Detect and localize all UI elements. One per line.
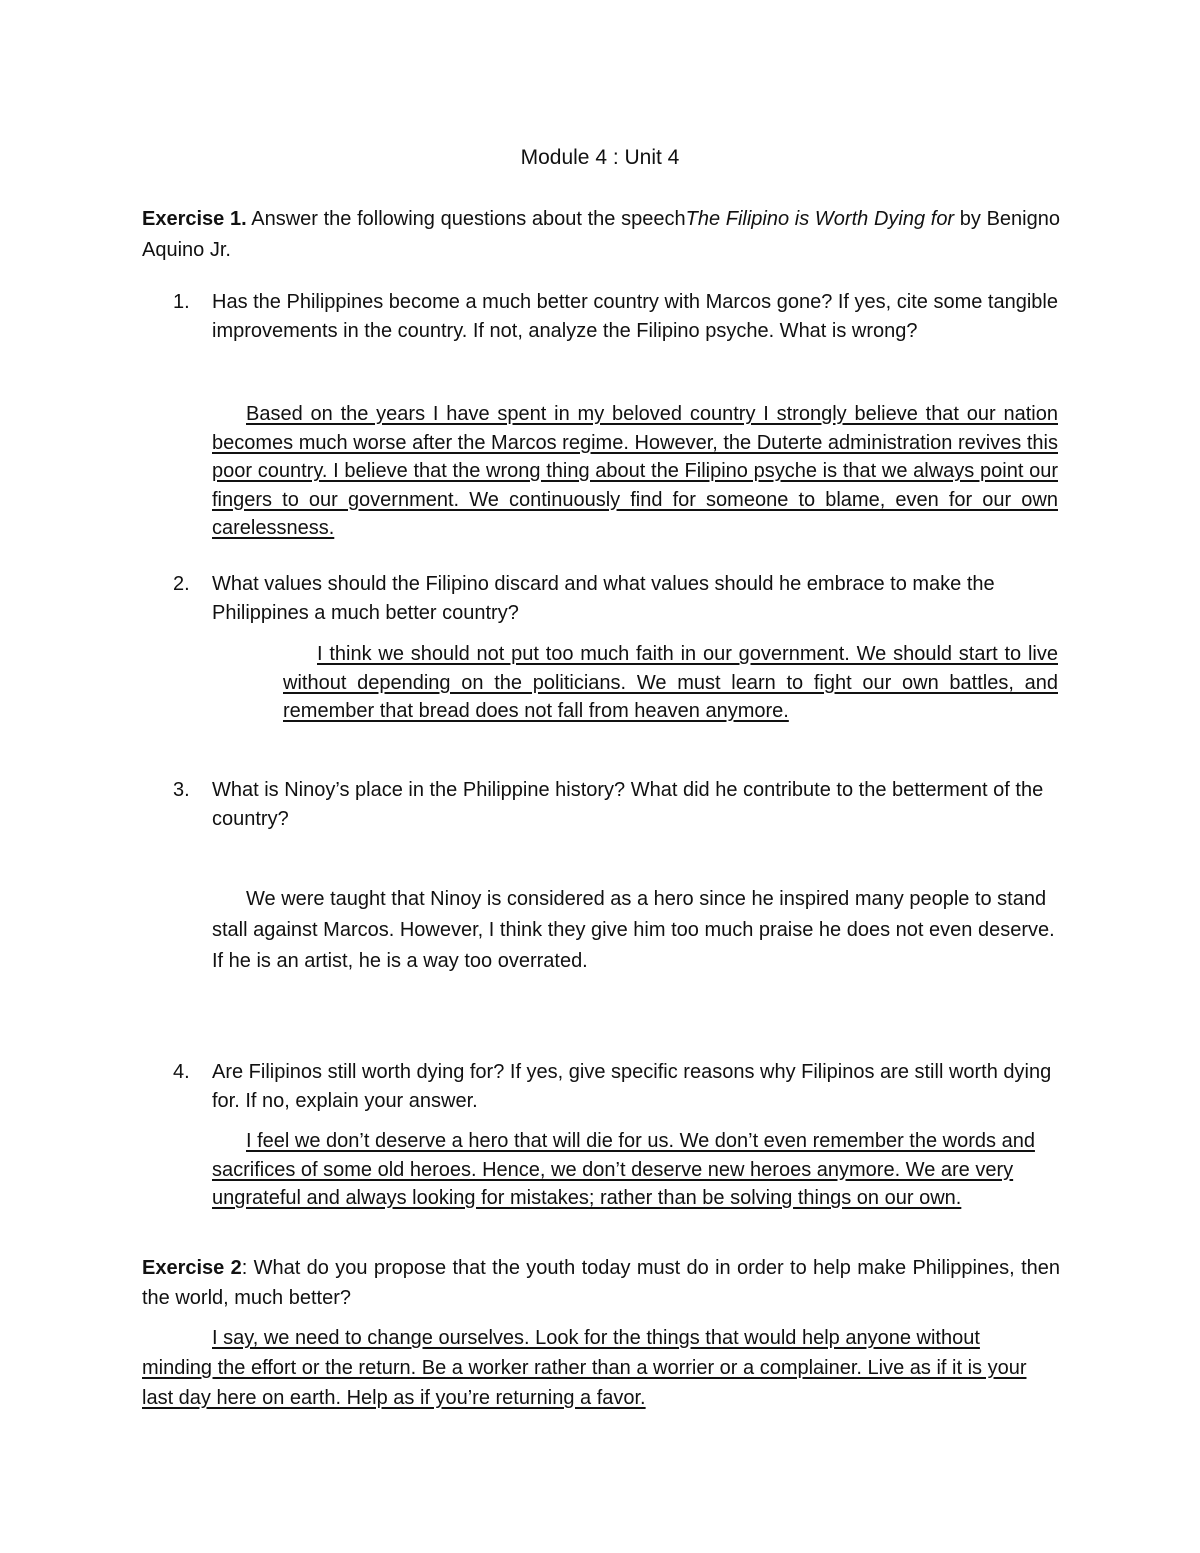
question-3-answer: We were taught that Ninoy is considered as a hero since he inspired many people to stand stall against Marcos. However, I think they give him too much praise he does not even deserve. If he is an artist, he is a way too overrated. xyxy=(212,888,1055,972)
question-3-number: 3. xyxy=(173,779,190,801)
exercise-2-instruction-text: : What do you propose that the youth today must do in order to help make Philippines, then the world, much better? xyxy=(142,1257,1060,1309)
speech-title: The Filipino is Worth Dying for xyxy=(685,208,955,230)
exercise-1-label: Exercise 1. xyxy=(142,208,247,230)
question-4-text: Are Filipinos still worth dying for? If yes, give specific reasons why Filipinos are still worth dying for. If no, explain your answer. xyxy=(212,1061,1052,1112)
exercise-2-answer: I say, we need to change ourselves. Look for the things that would help anyone without minding the effort or the return. Be a worker rather than a worrier or a complainer. Live as if it is your last day here on earth. Help as if you’re returning a favor. xyxy=(142,1327,1027,1409)
exercise-1-instruction-text: Answer the following questions about the speech xyxy=(246,208,686,230)
exercise-1-instruction-author: by Benigno Aquino Jr. xyxy=(142,208,1060,261)
page-title: Module 4 : Unit 4 xyxy=(520,146,680,169)
question-2-text: What values should the Filipino discard and what values should he embrace to make the Philippines a much better country? xyxy=(212,573,995,624)
question-2-number: 2. xyxy=(173,573,190,595)
question-4-answer: I feel we don’t deserve a hero that will die for us. We don’t even remember the words and sacrifices of some old heroes. Hence, we don’t deserve new heroes anymore. We are very ungrateful and always looking for mistakes; rather than be solving things on our own. xyxy=(212,1130,1035,1209)
question-1-answer: Based on the years I have spent in my beloved country I strongly believe that our nation becomes much worse after the Marcos regime. However, the Duterte administration revives this poor country. I believe that the wrong thing about the Filipino psyche is that we always point our fingers to our government. We continuously find for someone to blame, even for our own carelessness. xyxy=(212,403,1058,539)
question-2-answer: I think we should not put too much faith in our government. We should start to live without depending on the politicians. We must learn to fight our own battles, and remember that bread does not fall from heaven anymore. xyxy=(283,643,1058,722)
question-3-text: What is Ninoy’s place in the Philippine history? What did he contribute to the betterment of the country? xyxy=(212,779,1044,830)
question-4-number: 4. xyxy=(173,1061,190,1083)
question-1-number: 1. xyxy=(173,291,190,313)
exercise-2-label: Exercise 2 xyxy=(142,1257,242,1279)
exercise-1-instruction xyxy=(142,204,1060,266)
question-1-text: Has the Philippines become a much better country with Marcos gone? If yes, cite some tangible improvements in the country. If not, analyze the Filipino psyche. What is wrong? xyxy=(212,291,1058,342)
exercise-2-instruction xyxy=(142,1253,1060,1313)
